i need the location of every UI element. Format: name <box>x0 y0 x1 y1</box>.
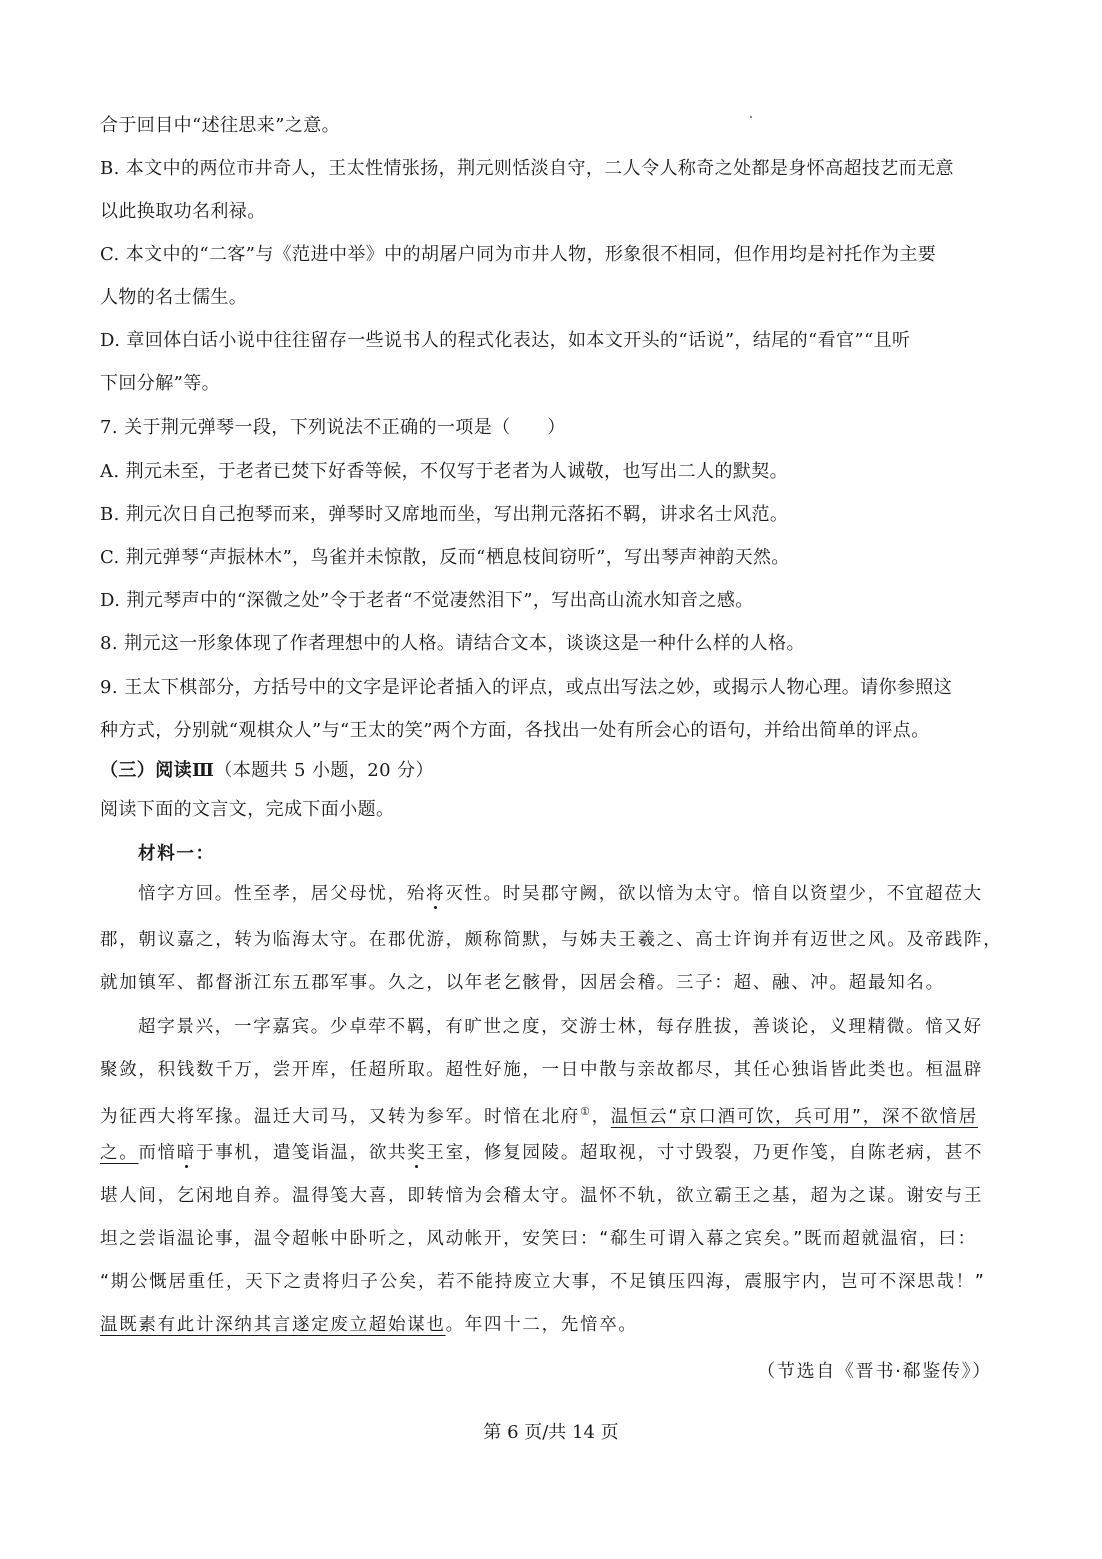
passage-line <box>100 1141 1005 1165</box>
text-span: 而愔 <box>138 1143 177 1163</box>
dotted-char: 将 <box>426 884 446 904</box>
dotted-char: 暗 <box>176 1143 197 1163</box>
dotted-char: 奖 <box>407 1143 427 1163</box>
text-line: 以此换取功名利禄。 <box>100 201 266 222</box>
section-info: （本题共 5 小题，20 分） <box>214 760 434 781</box>
option-a-q7: A. 荆元未至，于老者已焚下好香等候，不仅写于老者为人诚敬，也写出二人的默契。 <box>100 461 789 482</box>
option-d-q6: D. 章回体白话小说中往往留存一些说书人的程式化表达，如本文开头的“话说”，结尾的“看官”“且听 <box>100 330 911 351</box>
passage-line: 聚敛，积钱数千万，尝开库，任超所取。超性好施，一日中散与亲故都尽，其任心独诣皆此类也。桓温辟 <box>100 1060 984 1080</box>
passage-line <box>100 1313 1005 1337</box>
underlined-text: 温既素有此计深纳其言遂定废立超始谋也 <box>100 1315 446 1335</box>
text-span: 灭性。时吴郡守阙，欲以愔为太守。愔自以资望少，不宜超莅大 <box>445 884 983 904</box>
passage-line: 就加镇军、都督浙江东五郡军事。久之，以年老乞骸骨，因居会稽。三子：超、融、冲。超最知名。 <box>100 973 945 993</box>
underlined-text: 温恒云“京口酒可饮，兵可用”，深不欲愔居 <box>610 1106 978 1127</box>
option-b-q7: B. 荆元次日自己抱琴而来，弹琴时又席地而坐，写出荆元落拓不羁，讲求名士风范。 <box>100 504 789 525</box>
text-line: 人物的名士儒生。 <box>100 287 248 308</box>
text-line: 种方式，分别就“观棋众人”与“王太的笑”两个方面，各找出一处有所会心的语句，并给出简单的评点。 <box>100 720 930 741</box>
passage-line: 超字景兴，一字嘉宾。少卓荦不羁，有旷世之度，交游士林，每存胜拔，善谈论，义理精微。愔又好 <box>138 1017 983 1037</box>
text-span: ， <box>591 1106 611 1127</box>
passage-line <box>138 882 1005 906</box>
passage-line <box>100 1100 1005 1129</box>
section-heading <box>100 759 1005 783</box>
text-span: 。年四十二，先愔卒。 <box>445 1315 638 1335</box>
option-d-q7: D. 荆元琴声中的“深微之处”令于老者“不觉凄然泪下”，写出高山流水知音之感。 <box>100 590 754 611</box>
question-8: 8. 荆元这一形象体现了作者理想中的人格。请结合文本，谈谈这是一种什么样的人格。 <box>100 633 805 654</box>
passage-line: 郡，朝议嘉之，转为临海太守。在郡优游，颇称简默，与姊夫王羲之、高士许询并有迈世之风。及帝践阼， <box>100 930 1003 950</box>
passage-line: 坦之尝诣温论事，温令超帐中卧听之，风动帐开，安笑曰：“郗生可谓入幕之宾矣。”既而超就温宿，曰： <box>100 1229 977 1249</box>
text-line: 合于回目中“述往思来”之意。 <box>100 115 341 136</box>
option-c-q7: C. 荆元弹琴“声振林木”，鸟雀并未惊散，反而“栖息枝间窃听”，写出琴声神韵天然。 <box>100 547 790 568</box>
text-span: 为征西大将军掾。温迁大司马，又转为参军。时愔在北府 <box>100 1106 580 1127</box>
text-span: 于事机，遣笺诣温，欲共 <box>196 1143 408 1163</box>
passage-line: “期公慨居重任，天下之责将归子公矣，若不能持废立大事，不足镇压四海，震服宇内，岂可不深思哉！” <box>100 1272 986 1292</box>
text-span: 愔字方回。性至孝，居父母忧，殆 <box>138 884 426 904</box>
text-line: 下回分解”等。 <box>100 373 221 394</box>
underlined-text: 之。 <box>100 1143 139 1163</box>
page-number: 第 6 页/共 14 页 <box>483 1422 619 1443</box>
material-label: 材料一： <box>138 844 215 864</box>
question-9: 9. 王太下棋部分，方括号中的文字是评论者插入的评点，或点出写法之妙，或揭示人物心理。请你参照这 <box>100 677 953 698</box>
section-title: （三）阅读Ⅲ <box>100 760 215 781</box>
option-b-q6: B. 本文中的两位市井奇人，王太性情张扬，荆元则恬淡自守，二人令人称奇之处都是身怀高超技艺而无意 <box>100 158 954 179</box>
passage-line: 堪人间，乞闲地自养。温得笺大喜，即转愔为会稽太守。温怀不轨，欲立霸王之基，超为之谋。谢安与王 <box>100 1186 984 1206</box>
footnote-marker: ① <box>580 1105 592 1118</box>
option-c-q6: C. 本文中的“二客”与《范进中举》中的胡屠户同为市井人物，形象很不相同，但作用均是衬托作为主要 <box>100 244 937 265</box>
instruction: 阅读下面的文言文，完成下面小题。 <box>100 799 395 820</box>
question-7: 7. 关于荆元弹琴一段，下列说法不正确的一项是（ ） <box>100 417 566 438</box>
text-span: 王室，修复园陵。超取视，寸寸毁裂，乃更作笺，自陈老病，甚不 <box>426 1143 984 1163</box>
source-citation: （节选自《晋书·郗鉴传》） <box>757 1361 992 1382</box>
